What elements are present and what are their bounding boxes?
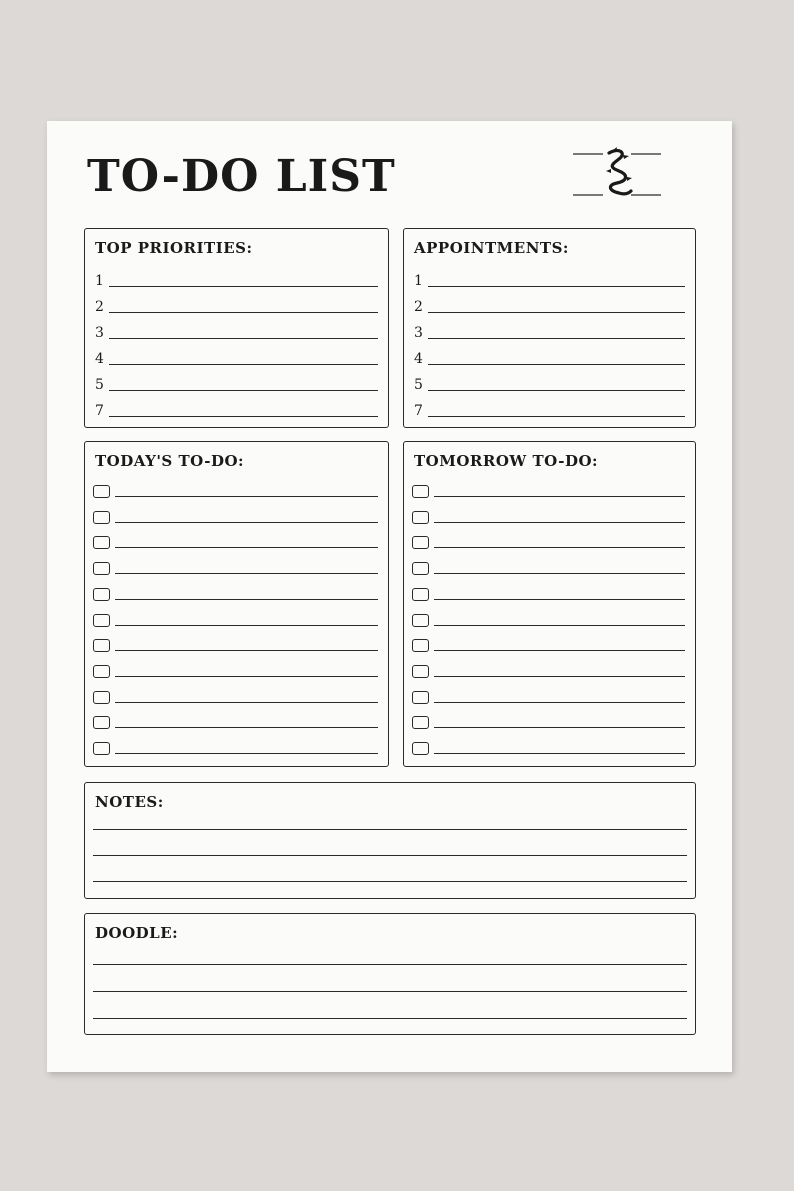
checkbox[interactable]: [93, 588, 110, 601]
top-priorities-section: [84, 228, 389, 428]
todo-item[interactable]: [93, 582, 378, 602]
ruled-line[interactable]: [93, 1018, 687, 1019]
numbered-line[interactable]: [412, 295, 685, 315]
numbered-line[interactable]: [412, 347, 685, 367]
write-line: [109, 338, 378, 339]
write-line: [109, 390, 378, 391]
numbered-line[interactable]: [93, 269, 378, 289]
write-line: [109, 312, 378, 313]
tomorrow-todo-heading: TOMORROW TO-DO:: [414, 452, 599, 470]
checkbox[interactable]: [93, 562, 110, 575]
line-number: 1: [95, 273, 104, 289]
write-line: [115, 522, 378, 523]
line-number: 2: [95, 299, 104, 315]
write-line: [434, 547, 685, 548]
write-line: [115, 650, 378, 651]
ruled-line[interactable]: [93, 991, 687, 992]
checkbox[interactable]: [93, 742, 110, 755]
todo-item[interactable]: [93, 530, 378, 550]
write-line: [434, 573, 685, 574]
todo-item[interactable]: [412, 608, 685, 628]
checkbox[interactable]: [412, 665, 429, 678]
write-line: [428, 416, 685, 417]
numbered-line[interactable]: [93, 373, 378, 393]
todo-item[interactable]: [93, 556, 378, 576]
todo-item[interactable]: [412, 659, 685, 679]
todo-item[interactable]: [412, 736, 685, 756]
line-number: 4: [414, 351, 423, 367]
write-line: [434, 727, 685, 728]
numbered-line[interactable]: [93, 347, 378, 367]
checkbox[interactable]: [412, 536, 429, 549]
checkbox[interactable]: [412, 716, 429, 729]
numbered-line[interactable]: [412, 373, 685, 393]
write-line: [115, 676, 378, 677]
line-number: 7: [95, 403, 104, 419]
checkbox[interactable]: [412, 588, 429, 601]
numbered-line[interactable]: [93, 321, 378, 341]
dragon-icon: [573, 147, 661, 201]
todo-item[interactable]: [93, 505, 378, 525]
ruled-line[interactable]: [93, 855, 687, 856]
numbered-line[interactable]: [93, 295, 378, 315]
write-line: [115, 573, 378, 574]
todo-item[interactable]: [412, 505, 685, 525]
checkbox[interactable]: [412, 511, 429, 524]
line-number: 5: [414, 377, 423, 393]
checkbox[interactable]: [93, 536, 110, 549]
write-line: [115, 702, 378, 703]
todo-item[interactable]: [93, 710, 378, 730]
write-line: [434, 625, 685, 626]
write-line: [428, 364, 685, 365]
todo-item[interactable]: [412, 633, 685, 653]
checkbox[interactable]: [412, 562, 429, 575]
todo-item[interactable]: [93, 479, 378, 499]
line-number: 7: [414, 403, 423, 419]
page-title: TO-DO LIST: [87, 151, 396, 202]
appointments-section: [403, 228, 696, 428]
write-line: [434, 753, 685, 754]
write-line: [434, 676, 685, 677]
todo-item[interactable]: [93, 608, 378, 628]
numbered-line[interactable]: [412, 269, 685, 289]
checkbox[interactable]: [93, 485, 110, 498]
write-line: [115, 753, 378, 754]
checkbox[interactable]: [93, 691, 110, 704]
todo-item[interactable]: [93, 659, 378, 679]
write-line: [115, 496, 378, 497]
todo-item[interactable]: [412, 685, 685, 705]
checkbox[interactable]: [93, 639, 110, 652]
notes-section: [84, 782, 696, 899]
write-line: [428, 338, 685, 339]
line-number: 2: [414, 299, 423, 315]
todo-item[interactable]: [93, 633, 378, 653]
write-line: [115, 547, 378, 548]
line-number: 3: [414, 325, 423, 341]
todo-item[interactable]: [412, 479, 685, 499]
numbered-line[interactable]: [93, 399, 378, 419]
planner-sheet: [47, 121, 732, 1072]
write-line: [428, 312, 685, 313]
write-line: [434, 522, 685, 523]
todo-item[interactable]: [412, 556, 685, 576]
todo-item[interactable]: [412, 530, 685, 550]
checkbox[interactable]: [93, 665, 110, 678]
write-line: [434, 702, 685, 703]
todays-todo-heading: TODAY'S TO-DO:: [95, 452, 245, 470]
write-line: [115, 727, 378, 728]
checkbox[interactable]: [412, 639, 429, 652]
write-line: [109, 286, 378, 287]
write-line: [428, 286, 685, 287]
checkbox[interactable]: [93, 716, 110, 729]
write-line: [115, 625, 378, 626]
numbered-line[interactable]: [412, 321, 685, 341]
write-line: [109, 416, 378, 417]
line-number: 3: [95, 325, 104, 341]
write-line: [434, 650, 685, 651]
todo-item[interactable]: [93, 736, 378, 756]
checkbox[interactable]: [412, 614, 429, 627]
write-line: [434, 599, 685, 600]
checkbox[interactable]: [93, 614, 110, 627]
write-line: [115, 599, 378, 600]
doodle-section: [84, 913, 696, 1035]
checkbox[interactable]: [93, 511, 110, 524]
todo-item[interactable]: [412, 582, 685, 602]
line-number: 4: [95, 351, 104, 367]
write-line: [109, 364, 378, 365]
write-line: [434, 496, 685, 497]
checkbox[interactable]: [412, 742, 429, 755]
ruled-line[interactable]: [93, 964, 687, 965]
checkbox[interactable]: [412, 691, 429, 704]
notes-heading: NOTES:: [95, 793, 164, 811]
doodle-heading: DOODLE:: [95, 924, 179, 942]
checkbox[interactable]: [412, 485, 429, 498]
todo-item[interactable]: [93, 685, 378, 705]
appointments-heading: APPOINTMENTS:: [414, 239, 569, 257]
todays-todo-section: [84, 441, 389, 767]
line-number: 5: [95, 377, 104, 393]
todo-item[interactable]: [412, 710, 685, 730]
numbered-line[interactable]: [412, 399, 685, 419]
top-priorities-heading: TOP PRIORITIES:: [95, 239, 253, 257]
ruled-line[interactable]: [93, 829, 687, 830]
write-line: [428, 390, 685, 391]
line-number: 1: [414, 273, 423, 289]
ruled-line[interactable]: [93, 881, 687, 882]
tomorrow-todo-section: [403, 441, 696, 767]
